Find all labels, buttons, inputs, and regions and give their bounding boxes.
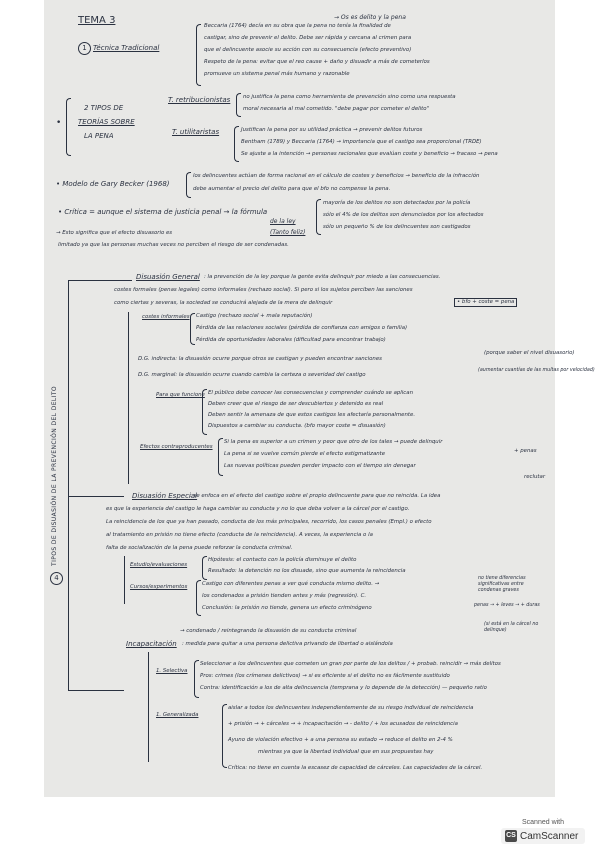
counterproductive-note: reclutar — [524, 474, 546, 480]
section-1-line: castigar, sino de prevenir el delito. Debe ser rápida y cercana al crimen para — [204, 35, 412, 41]
special-deterrence-line: : se enfoca en el efecto del castigo sobre el propio delincuente para que no reincida. La idea — [190, 493, 441, 499]
section-2-label: 2 TIPOS DE — [84, 104, 124, 112]
becker-line: los delincuentes actúan de forma racional en el cálculo de costes y beneficios → beneficio de la infracción — [193, 173, 480, 179]
retributive-line: moral necesaria al mal cometido. "debe pagar por cometer el delito" — [243, 106, 430, 112]
indirect-deterrence-note: (porque saber el nivel disuasorio) — [484, 350, 575, 356]
benefit-cost-formula: • bfo + coste = pena — [454, 298, 517, 307]
study-line: Resultado: la detención no los disuade, sino que aumenta la reincidencia — [208, 568, 406, 574]
selective-brace — [194, 660, 199, 698]
special-deterrence-line: La reincidencia de los que ya han pasado, conducta de los más principales, recorrido, los casos penales (Empl.) o efecto — [106, 519, 432, 525]
camscanner-logo — [501, 828, 585, 844]
study-line: Hipótesis: el contacto con la policía disminuye el delito — [208, 557, 357, 563]
section-5-vertical-label: TIPOS DE DISUASIÓN DE LA PREVENCIÓN DEL DELITO — [51, 385, 58, 566]
special-deterrence-line: falta de socialización de la pena puede reforzar la conducta criminal. — [106, 545, 293, 551]
counterproductive-item: Si la pena es superior a un crimen y peor que otro de los tales → puede delinquir — [224, 439, 443, 445]
study-title: Estudio/evaluaciones — [130, 562, 188, 568]
page-title: TEMA 3 — [78, 15, 116, 26]
section-1-line: promueve un sistema penal más humano y razonable — [204, 71, 350, 77]
section-5-bracket-bottom — [68, 690, 124, 691]
incapacitation-note: → condenado / reintegrando la disuasión de su conducta criminal — [180, 628, 357, 634]
retributive-theory-title: T. retribucionistas — [168, 96, 231, 104]
critique-brace — [316, 199, 321, 235]
marginal-deterrence: D.G. marginal: la disuasión ocurre cuando cambia la certeza o severidad del castigo — [138, 372, 366, 378]
condition-item: Deben creer que el riesgo de ser descubiertos y detenido es real — [208, 401, 384, 407]
general-branch-line — [128, 312, 129, 484]
informal-cost-item: Pérdida de oportunidades laborales (dificultad para encontrar trabajo) — [196, 337, 386, 343]
selective-line: Seleccionar a los delincuentes que cometen un gran por parte de los delitos / + probab. reincidir → más delitos — [200, 661, 501, 667]
section-1-line: que el delincuente asocie su acción con su consecuencia (efecto preventivo) — [204, 47, 412, 53]
special-deterrence-title: Disuasión Especial — [132, 492, 198, 500]
bullet-icon: • — [56, 118, 62, 128]
header-note: → Os es delito y la pena — [334, 14, 406, 21]
experiments-brace — [196, 580, 201, 616]
special-deterrence-line: es que la experiencia del castigo le haga cambiar su conducta y no lo que deba volver a la cárcel por el castigo. — [106, 506, 410, 512]
critique-note: → Esto significa que el efecto disuasorio es — [56, 230, 173, 236]
condition-item: El público debe conocer las consecuencias y comprender cuándo se aplican — [208, 390, 413, 396]
section-1-title: Técnica Tradicional — [93, 44, 160, 52]
general-incapacitation-line: + prisión → + cárceles → + incapacitación → - delito / + los acusados de reincidencia — [228, 721, 458, 727]
section-number-1: 1 — [78, 42, 91, 55]
formula-denominator: (Tanto feliz) — [270, 229, 306, 236]
retributive-line: no justifica la pena como herramienta de prevención sino como una respuesta — [243, 94, 456, 100]
experiment-line: Castigo con diferentes penas a ver qué conducta mismo delito. → — [202, 581, 380, 587]
utilitarian-line: Se ajuste a la intención → personas racionales que evalúan coste y beneficio → fracaso → pena — [241, 151, 498, 157]
general-deterrence-line: como ciertas y severas, la sociedad se conducirá alejada de la mera de delinquir — [114, 300, 333, 306]
camscanner-icon: CS — [505, 830, 517, 842]
counterproductive-note: + penas — [514, 448, 537, 454]
counterproductive-item: La pena si se vuelve común pierde el efecto estigmatizante — [224, 451, 386, 457]
section-5-bracket-top — [68, 280, 132, 281]
selective-incapacitation-title: 1. Selectiva — [156, 668, 188, 674]
general-incapacitation-line: Crítica: no tiene en cuenta la escasez de capacidad de cárceles. Las capacidades de la cárcel. — [228, 765, 483, 771]
general-incapacitation-line: aislar a todos los delincuentes independientemente de su riesgo individual de reincidencia — [228, 705, 474, 711]
special-branch-line — [124, 556, 125, 604]
incapacitation-branch-line — [148, 652, 149, 762]
general-incapacitation-line: Ayuno de violación efectivo + a una persona su estado → reduce el delito en 2-4 % — [228, 737, 453, 743]
section-5-bracket — [68, 280, 69, 690]
general-deterrence-line: costes formales (penas legales) como informales (rechazo social). Si pero si los sujetos perciben las sanciones — [114, 287, 413, 293]
section-number-4: 4 — [50, 572, 63, 585]
informal-costs-brace — [190, 313, 195, 345]
camscanner-name: CamScanner — [520, 830, 579, 842]
general-deterrence-title: Disuasión General — [136, 273, 200, 281]
informal-costs-title: costes informales — [142, 314, 190, 320]
general-incapacitation-brace — [222, 704, 227, 768]
section-2-label: TEORÍAS SOBRE — [78, 118, 135, 126]
critique-note: limitado ya que las personas muchas veces no perciben el riesgo de ser condenadas. — [58, 242, 289, 248]
experiments-title: Cursos/experimentos — [130, 584, 188, 590]
special-deterrence-line: al tratamiento en prisión no tiene efecto (conducta de la reincidencia). A veces, la experiencia o la — [106, 532, 373, 538]
general-deterrence-line: : la prevención de la ley porque la gente evita delinquir por miedo a las consecuencias. — [204, 274, 441, 280]
section-1-line: Respeto de la pena: evitar que el reo cause + daño y disuadir a más de cometerlos — [204, 59, 430, 65]
general-incapacitation-title: 1. Generalizada — [156, 712, 199, 718]
condition-item: Deben sentir la amenaza de que estos castigos les afectaría personalmente. — [208, 412, 416, 418]
experiment-line: los condenados a prisión tienden antes y más (regresión). C. — [202, 593, 367, 599]
retributive-brace — [236, 93, 241, 117]
incapacitation-note-right: (si está en la cárcel no delinque) — [484, 622, 539, 633]
experiment-note: no tiene diferencias significativas entre condenas graves — [478, 576, 526, 593]
conditions-brace — [202, 389, 207, 435]
selective-line: Pros: crimes (los crímenes delictivos) → si es eficiente si el delito no es fácilmente sustituido — [200, 673, 450, 679]
conditions-title: Para que funcione — [156, 392, 205, 398]
utilitarian-line: Bentham (1789) y Beccaria (1764) → importancia que el castigo sea proporcional (TRDE) — [241, 139, 482, 145]
critique-title: • Crítica = aunque el sistema de justicia penal → la fórmula — [58, 208, 268, 216]
utilitarian-brace — [234, 126, 239, 162]
section-2-brace — [66, 98, 71, 156]
counterproductive-brace — [218, 438, 223, 476]
becker-line: debe aumentar el precio del delito para que el bfo no compense la pena. — [193, 186, 391, 192]
formula-numerator: de la ley — [270, 218, 296, 225]
informal-cost-item: Castigo (rechazo social + mala reputación) — [196, 313, 313, 319]
indirect-deterrence: D.G. indirecta: la disuasión ocurre porque otros se castigan y pueden encontrar sanciones — [138, 356, 382, 362]
section-1-brace — [196, 24, 201, 86]
section-2-label: LA PENA — [84, 132, 114, 140]
incapacitation-title: Incapacitación — [126, 640, 177, 648]
general-incapacitation-line: mientras ya que la libertad individual que en sus propuestas hay — [258, 749, 434, 755]
informal-cost-item: Pérdida de las relaciones sociales (pérdida de confianza con amigos o familia) — [196, 325, 408, 331]
critique-line: sólo el 4% de los delitos son denunciados por los afectados — [323, 212, 484, 218]
experiment-line: Conclusión: la prisión no tiende, genera un efecto criminógeno — [202, 605, 372, 611]
section-5-bracket-mid — [68, 496, 124, 497]
critique-line: sólo un pequeño % de los delincuentes son castigados — [323, 224, 471, 230]
counterproductive-item: Las nuevas políticas pueden perder impacto con el tiempo sin denegar — [224, 463, 416, 469]
incapacitation-intro: : medida para quitar a una persona delictiva privando de libertad o aislándola — [182, 641, 393, 647]
utilitarian-line: Justifican la pena por su utilidad práctica → prevenir delitos futuros — [241, 127, 423, 133]
section-1-line: Beccaria (1764) decía en su obra que la pena no tenía la finalidad de — [204, 23, 391, 29]
scanned-with-label: Scanned with — [521, 819, 565, 826]
critique-line: mayoría de los delitos no son detectados por la policía — [323, 200, 471, 206]
becker-model-title: • Modelo de Gary Becker (1968) — [56, 180, 170, 188]
camscanner-watermark — [501, 819, 585, 844]
marginal-deterrence-note: (aumentar cuantías de las multas por velocidad) — [478, 368, 595, 373]
counterproductive-title: Efectos contraproducentes — [140, 444, 213, 450]
scanned-notes-page — [44, 0, 595, 797]
experiment-note: penas → + leves → + duras — [474, 603, 540, 608]
condition-item: Dispuestos a cambiar su conducta. (bfo mayor coste = disuasión) — [208, 423, 386, 429]
becker-brace — [186, 172, 191, 198]
selective-line: Contra: identificación a los de alta delincuencia (temprana y lo depende de la detección) — pequeño ratio — [200, 685, 487, 691]
study-brace — [202, 556, 207, 580]
utilitarian-theory-title: T. utilitaristas — [172, 128, 220, 136]
